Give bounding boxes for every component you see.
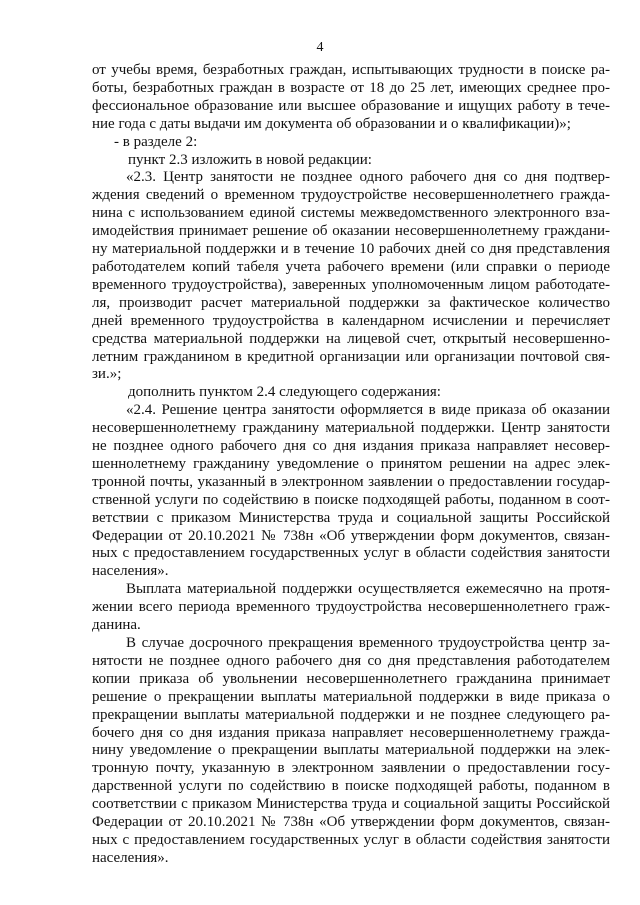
text-line: шеннолетнему гражданину уведомление о принятом решении на адрес элек- xyxy=(92,455,610,472)
text-line: дарственной услуги по содействию в поиске подходящей работы, поданном в xyxy=(92,778,610,795)
text-line: Федерации от 20.10.2021 № 738н «Об утверждении форм документов, связан- xyxy=(92,814,610,831)
text-line: ля, производит расчет материальной поддержки за фактическое количество xyxy=(92,294,610,311)
text-line: Выплата материальной поддержки осуществляется ежемесячно на протя- xyxy=(126,581,610,598)
text-line: нина с использованием единой системы межведомственного электронного вза- xyxy=(92,205,610,222)
text-line: ждения сведений о временном трудоустройстве несовершеннолетнего гражда- xyxy=(92,187,610,204)
paragraph-p2 xyxy=(92,152,610,170)
paragraph-p0 xyxy=(92,62,610,134)
text-line: нятости не позднее одного рабочего дня со дня представления работодателем xyxy=(92,652,610,669)
text-line: ну материальной поддержки и в течение 10 рабочих дней со дня представления xyxy=(92,241,610,258)
text-line: решение о прекращении выплаты материальной поддержки в виде приказа о xyxy=(92,688,610,705)
text-line: соответствии с приказом Министерства труда и социальной защиты Российской xyxy=(92,796,610,813)
text-line: ственной услуги по содействию в поиске подходящей работы, поданном в соот- xyxy=(92,491,610,508)
text-line: не позднее одного рабочего дня со дня издания приказа направляет несовер- xyxy=(92,438,610,455)
text-line: копии приказа об увольнении несовершеннолетнего гражданина принимает xyxy=(92,670,610,687)
text-line: «2.3. Центр занятости не позднее одного рабочего дня со дня подтвер- xyxy=(126,169,610,186)
text-line: тронную почту, указанную в электронном заявлении о предоставлении госу- xyxy=(92,760,610,777)
text-line: - в разделе 2: xyxy=(114,133,198,150)
document-body xyxy=(92,62,610,868)
paragraph-p1 xyxy=(92,134,610,152)
paragraph-p7 xyxy=(92,635,610,868)
text-line: жении всего периода временного трудоустройства несовершеннолетнего граж- xyxy=(92,599,610,616)
text-line: населения». xyxy=(92,563,169,580)
text-line: ных с предоставлением государственных услуг в области содействия занятости xyxy=(92,831,610,848)
text-line: данина. xyxy=(92,617,141,634)
paragraph-p5 xyxy=(92,402,610,581)
paragraph-p6 xyxy=(92,581,610,635)
text-line: дней временного трудоустройства в календарном исчислении и перечисляет xyxy=(92,312,610,329)
text-line: тронной почты, указанный в электронном заявлении о предоставлении государ- xyxy=(92,473,610,490)
text-line: дополнить пунктом 2.4 следующего содержания: xyxy=(128,384,441,401)
text-line: пункт 2.3 изложить в новой редакции: xyxy=(128,151,372,168)
text-line: несовершеннолетнему гражданину материальной поддержки. Центр занятости xyxy=(92,420,610,437)
text-line: работодателем копий табеля учета рабочего времени (или справки о периоде xyxy=(92,258,610,275)
text-line: Федерации от 20.10.2021 № 738н «Об утверждении форм документов, связан- xyxy=(92,527,610,544)
text-line: ных с предоставлением государственных услуг в области содействия занятости xyxy=(92,545,610,562)
text-line: от учебы время, безработных граждан, испытывающих трудности в поиске ра- xyxy=(92,62,610,78)
text-line: населения». xyxy=(92,849,169,866)
text-line: имодействия принимает решение об оказании несовершеннолетнему граждани- xyxy=(92,223,610,240)
text-line: ние года с даты выдачи им документа об образовании и о квалификации)»; xyxy=(92,115,571,132)
page-number: 4 xyxy=(316,40,324,55)
text-line: летним гражданином в кредитной организации или организации почтовой свя- xyxy=(92,348,610,365)
text-line: прекращении выплаты материальной поддержки и не позднее следующего ра- xyxy=(92,706,610,723)
text-line: В случае досрочного прекращения временного трудоустройства центр за- xyxy=(126,635,610,651)
text-line: бочего дня со дня издания приказа направляет несовершеннолетнему гражда- xyxy=(92,724,610,741)
text-line: средства материальной поддержки на лицевой счет, открытый несовершенно- xyxy=(92,330,610,347)
text-line: временного трудоустройства), заверенных уполномоченным лицом работодате- xyxy=(92,276,610,293)
paragraph-p4 xyxy=(92,384,610,402)
text-line: фессиональное образование или высшее образование и ищущих работу в тече- xyxy=(92,97,610,114)
text-line: нину уведомление о прекращении выплаты материальной поддержки на элек- xyxy=(92,742,610,759)
text-line: зи.»; xyxy=(92,366,122,383)
text-line: боты, безработных граждан в возрасте от 18 до 25 лет, имеющих среднее про- xyxy=(92,79,610,96)
text-line: «2.4. Решение центра занятости оформляется в виде приказа об оказании xyxy=(126,402,610,419)
paragraph-p3 xyxy=(92,169,610,384)
text-line: ветствии с приказом Министерства труда и социальной защиты Российской xyxy=(92,509,610,526)
